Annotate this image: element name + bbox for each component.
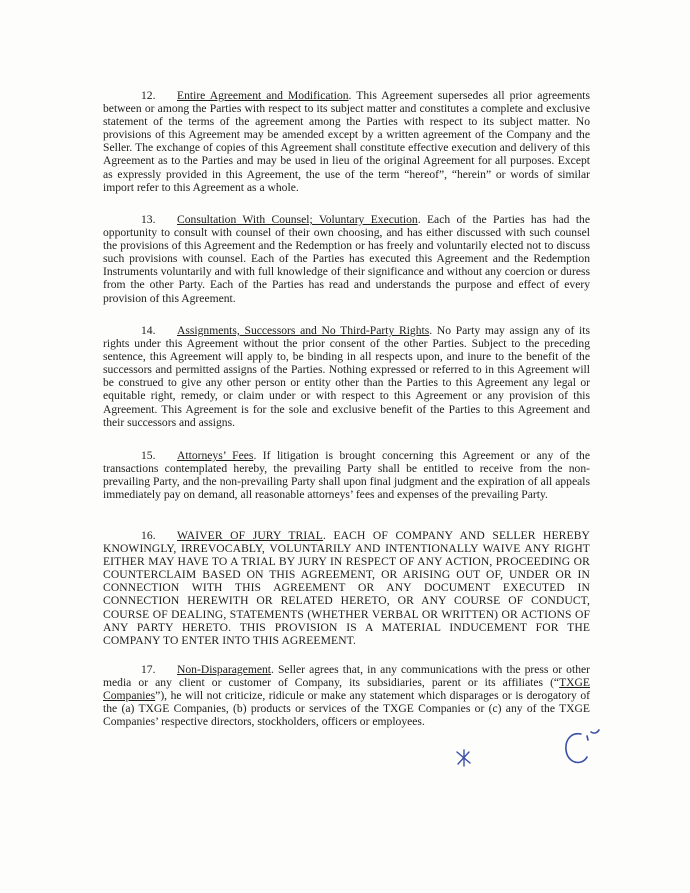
section-heading: Entire Agreement and Modification [177, 89, 349, 102]
section-number: 14. [141, 324, 156, 337]
handwritten-initials-signature [557, 726, 605, 768]
section-text: . This Agreement supersedes all prior agreements between or among the Parties with respect to its subject matter and constitutes a complete and exclusive statement of the terms of the agreement among the Parties with respect to its subject matter. No provisions of this Agreement may be amended except by a written agreement of the Company and the Seller. The exchange of copies of this Agreement shall constitute effective execution and delivery of this Agreement as to the Parties and may be used in lieu of the original Agreement for all purposes. Except as expressly provided in this Agreement, the use of the term “hereof”, “herein” or words of similar import refer to this Agreement as a whole. [103, 89, 590, 194]
section-number: 17. [141, 663, 156, 676]
section-heading: Consultation With Counsel; Voluntary Execution [177, 213, 418, 226]
section-heading: Attorneys’ Fees [177, 449, 254, 462]
section-number: 15. [141, 449, 156, 462]
section-text: . EACH OF COMPANY AND SELLER HEREBY KNOWINGLY, IRREVOCABLY, VOLUNTARILY AND INTENTIONALLY WAIVE ANY RIGHT EITHER MAY HAVE TO A TRIAL BY JURY IN RESPECT OF ANY ACTION, PROCEEDING OR COUNTERCLAIM BASED ON THIS AGREEMENT, OR ARISING OUT OF, UNDER OR IN CONNECTION WITH THIS AGREEMENT OR ANY DOCUMENT EXECUTED IN CONNECTION HEREWITH OR RELATED HERETO, OR ANY COURSE OF CONDUCT, COURSE OF DEALING, STATEMENTS (WHETHER VERBAL OR WRITTEN) OR ACTIONS OF ANY PARTY HERETO. THIS PROVISION IS A MATERIAL INDUCEMENT FOR THE COMPANY TO ENTER INTO THIS AGREEMENT. [103, 529, 590, 647]
section-heading: Non-Disparagement [177, 663, 272, 676]
section-12 [103, 89, 590, 194]
section-number: 16. [141, 529, 156, 542]
defined-term: TXGE Companies [103, 676, 590, 703]
section-number: 13. [141, 213, 156, 226]
section-16 [103, 529, 590, 647]
section-14 [103, 324, 590, 429]
section-heading: WAIVER OF JURY TRIAL [177, 529, 323, 542]
section-15 [103, 449, 590, 501]
section-text: ”), he will not criticize, ridicule or make any statement which disparages or is derogatory of the (a) TXGE Companies, (b) products or services of the TXGE Companies or (c) any of the TXGE Companies’ respective directors, stockholders, officers or employees. [103, 689, 590, 729]
section-text: . If litigation is brought concerning this Agreement or any of the transactions contemplated hereby, the prevailing Party shall be entitled to receive from the non-prevailing Party, and the non-prevailing Party shall upon final judgment and the expiration of all appeals immediately pay on demand, all reasonable attorneys’ fees and expenses of the prevailing Party. [103, 449, 590, 502]
section-17 [103, 663, 590, 728]
section-13 [103, 213, 590, 305]
section-text: . No Party may assign any of its rights under this Agreement without the prior consent of the other Parties. Subject to the preceding sentence, this Agreement will apply to, be binding in all respects upon, and inure to the benefit of the successors and permitted assigns of the Parties. Nothing expressed or referred to in this Agreement will be construed to give any other person or entity other than the Parties to this Agreement any legal or equitable right, remedy, or claim under or with respect to this Agreement or any provision of this Agreement. This Agreement is for the sole and exclusive benefit of the Parties to this Agreement and their successors and assigns. [103, 324, 590, 429]
section-number: 12. [141, 89, 156, 102]
section-text: . Seller agrees that, in any communications with the press or other media or any client or customer of Company, its subsidiaries, parent or its affiliates (“ [103, 663, 590, 690]
section-heading: Assignments, Successors and No Third-Party Rights [177, 324, 430, 337]
section-text: . Each of the Parties has had the opportunity to consult with counsel of their own choosing, and has either discussed with such counsel the provisions of this Agreement and the Redemption or has freely and voluntarily elected not to discuss such provisions with counsel. Each of the Parties has executed this Agreement and the Redemption Instruments voluntarily and with full knowledge of their significance and without any coercion or duress from the other Party. Each of the Parties has read and understands the purpose and effect of every provision of this Agreement. [103, 213, 590, 305]
handwritten-star-mark [453, 748, 475, 768]
